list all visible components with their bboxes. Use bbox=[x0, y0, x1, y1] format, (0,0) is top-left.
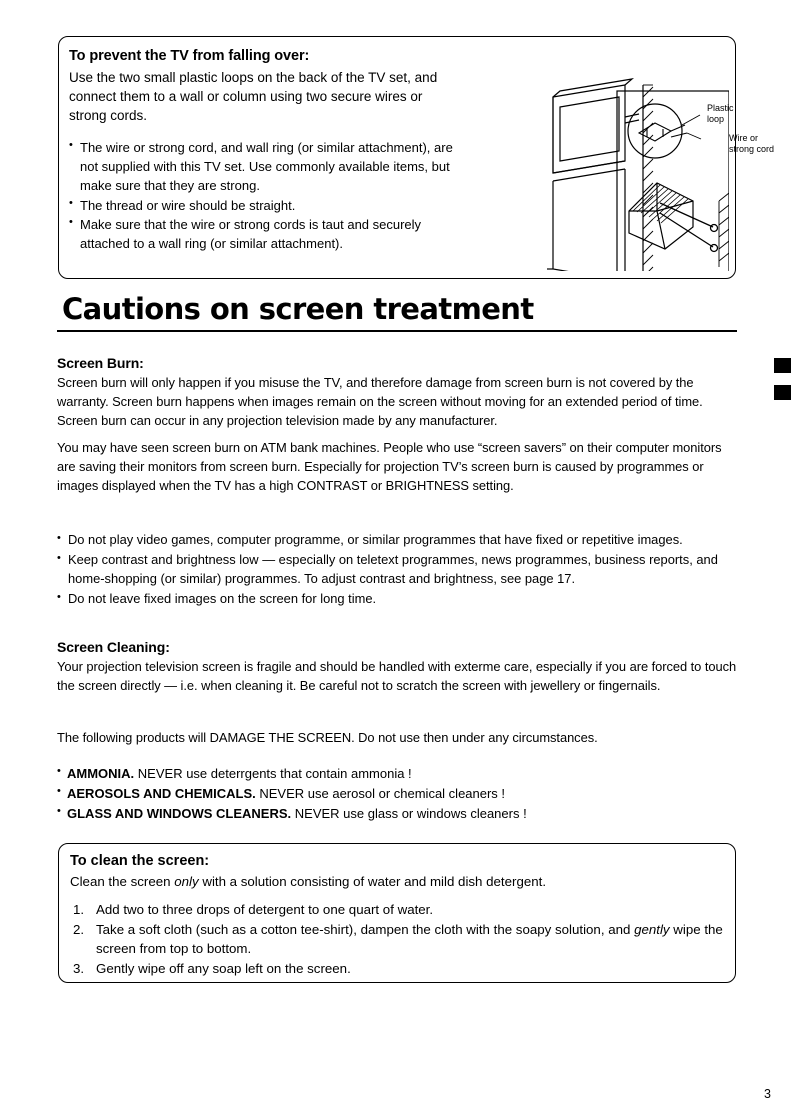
clean-screen-panel bbox=[58, 843, 736, 983]
divider bbox=[57, 330, 737, 332]
prevent-falling-body: Use the two small plastic loops on the back of the TV set, and connect them to a wall or column using two secure wires or strong cords. bbox=[69, 69, 438, 123]
screen-cleaning-paragraph-2: The following products will DAMAGE THE SCREEN. Do not use then under any circumstances. bbox=[57, 730, 598, 745]
step-text-italic: gently bbox=[634, 921, 670, 937]
illustration-label-wire-cord: Wire or strong cord bbox=[729, 133, 775, 154]
margin-mark bbox=[774, 358, 791, 373]
list-item bbox=[70, 960, 723, 979]
screen-burn-paragraph-1: Screen burn will only happen if you misuse the TV, and therefore damage from screen burn is not covered by the warranty. Screen burn happens when images remain on the screen without moving for an extended period of time. Screen burn can occur in any projection television made by any manufacturer. bbox=[57, 375, 703, 428]
clean-screen-steps bbox=[70, 901, 723, 979]
clean-screen-subtitle bbox=[70, 874, 723, 889]
clean-screen-content bbox=[70, 853, 723, 980]
prevent-falling-bullet-list bbox=[69, 139, 459, 254]
clean-subtitle-after: with a solution consisting of water and mild dish detergent. bbox=[198, 874, 547, 889]
list-item bbox=[70, 901, 723, 920]
list-item-term: AMMONIA. bbox=[67, 766, 135, 781]
illustration-label-plastic-loop: Plastic loop bbox=[707, 103, 734, 124]
list-item-text: NEVER use glass or windows cleaners ! bbox=[294, 805, 527, 821]
list-item-text: NEVER use aerosol or chemical cleaners ! bbox=[259, 785, 506, 801]
step-text: Gently wipe off any soap left on the screen. bbox=[96, 960, 351, 976]
list-item bbox=[70, 921, 723, 959]
list-item: • The thread or wire should be straight. bbox=[69, 197, 459, 216]
list-item-term: AEROSOLS AND CHEMICALS. bbox=[67, 785, 256, 801]
prevent-falling-text bbox=[69, 47, 459, 255]
screen-burn-bullet-list bbox=[57, 531, 739, 610]
step-text: Add two to three drops of detergent to one quart of water. bbox=[96, 902, 434, 917]
screen-cleaning-heading: Screen Cleaning: bbox=[57, 639, 170, 655]
step-text-after: wipe the screen from top to bottom. bbox=[96, 921, 723, 956]
step-number: 1. bbox=[73, 902, 85, 917]
page-number: 3 bbox=[764, 1087, 771, 1101]
prevent-falling-panel bbox=[58, 36, 775, 279]
list-item-text: NEVER use deterrgents that contain ammonia ! bbox=[137, 766, 412, 781]
list-item bbox=[57, 764, 739, 784]
list-item bbox=[57, 804, 739, 824]
step-number: 2. bbox=[73, 921, 85, 937]
list-item bbox=[57, 784, 739, 804]
clean-subtitle-before: Clean the screen bbox=[70, 874, 175, 889]
list-item: • Do not leave fixed images on the screen for long time. bbox=[57, 590, 739, 609]
page-title: Cautions on screen treatment bbox=[62, 292, 534, 326]
list-item: • Do not play video games, computer programme, or similar programmes that have fixed or repetitive images. bbox=[57, 531, 739, 550]
list-item: • Keep contrast and brightness low — especially on teletext programmes, news programmes, business reports, and home-shopping (or similar) programmes. To adjust contrast and brightness, see page 17. bbox=[57, 551, 739, 589]
screen-cleaning-paragraph-1: Your projection television screen is fragile and should be handled with exterme care, especially if you are forced to touch the screen directly — i.e. when cleaning it. Be careful not to scratch the screen with jewellery or fingernails. bbox=[57, 659, 737, 693]
screen-burn-paragraph-2: You may have seen screen burn on ATM bank machines. People who use “screen savers” on their computer monitors are saving their monitors from screen burn. Especially for projection TV’s screen burn is caused by programmes or images displayed when the TV has a high CONTRAST or BRIGHTNESS setting. bbox=[57, 440, 722, 493]
margin-mark bbox=[774, 385, 791, 400]
clean-screen-title: To clean the screen: bbox=[70, 853, 210, 869]
list-item: • The wire or strong cord, and wall ring (or similar attachment), are not supplied with this TV set. Use commonly available items, but make sure that they are strong. bbox=[69, 139, 459, 196]
step-text: Take a soft cloth (such as a cotton tee-shirt), dampen the cloth with the soapy solution, and bbox=[96, 921, 635, 937]
list-item: • Make sure that the wire or strong cords is taut and securely attached to a wall ring (or similar attachment). bbox=[69, 216, 459, 254]
damaging-products-list bbox=[57, 764, 739, 823]
screen-burn-heading: Screen Burn: bbox=[57, 355, 144, 371]
tv-mounting-illustration bbox=[457, 51, 775, 271]
step-number: 3. bbox=[73, 960, 85, 976]
prevent-falling-title: To prevent the TV from falling over: bbox=[69, 48, 310, 64]
list-item-term: GLASS AND WINDOWS CLEANERS. bbox=[67, 805, 292, 821]
clean-subtitle-italic: only bbox=[174, 874, 199, 889]
